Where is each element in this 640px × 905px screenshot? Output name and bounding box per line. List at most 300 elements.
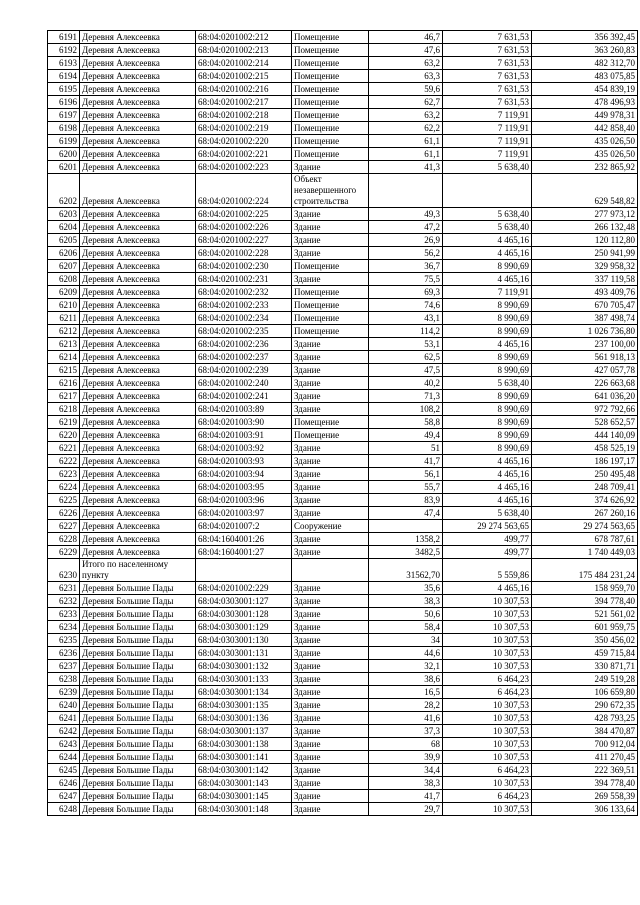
row-number-cell: 6223 [48, 468, 80, 481]
specific-value-cell: 6 464,23 [443, 764, 532, 777]
specific-value-cell: 8 990,69 [443, 442, 532, 455]
place-cell: Итого по населенному пункту [80, 559, 196, 582]
area-cell: 63,2 [369, 109, 443, 122]
table-row [48, 455, 638, 468]
object-type-cell: Здание [292, 442, 369, 455]
specific-value-cell: 499,77 [443, 533, 532, 546]
specific-value-cell: 8 990,69 [443, 429, 532, 442]
specific-value-cell: 8 990,69 [443, 390, 532, 403]
cadastral-number-cell: 68:04:0201002:230 [196, 260, 292, 273]
object-type-cell: Здание [292, 455, 369, 468]
area-cell: 37,3 [369, 725, 443, 738]
table-row [48, 790, 638, 803]
area-cell: 46,7 [369, 31, 443, 44]
specific-value-cell: 5 638,40 [443, 208, 532, 221]
specific-value-cell: 8 990,69 [443, 312, 532, 325]
specific-value-cell: 499,77 [443, 546, 532, 559]
table-row [48, 595, 638, 608]
table-row [48, 520, 638, 533]
object-type-cell: Помещение [292, 312, 369, 325]
cadastral-number-cell: 68:04:0201002:234 [196, 312, 292, 325]
row-number-cell: 6235 [48, 634, 80, 647]
table-row [48, 351, 638, 364]
place-cell: Деревня Алексеевка [80, 135, 196, 148]
place-cell: Деревня Большие Пады [80, 777, 196, 790]
place-cell: Деревня Большие Пады [80, 712, 196, 725]
place-cell: Деревня Алексеевка [80, 481, 196, 494]
specific-value-cell: 8 990,69 [443, 351, 532, 364]
specific-value-cell: 7 631,53 [443, 31, 532, 44]
cadastral-number-cell: 68:04:0201003:92 [196, 442, 292, 455]
place-cell: Деревня Большие Пады [80, 725, 196, 738]
cadastral-number-cell: 68:04:0201002:233 [196, 299, 292, 312]
object-type-cell: Здание [292, 494, 369, 507]
cadastral-number-cell: 68:04:0201003:97 [196, 507, 292, 520]
object-type-cell: Помещение [292, 260, 369, 273]
table-row [48, 96, 638, 109]
table-row [48, 481, 638, 494]
row-number-cell: 6220 [48, 429, 80, 442]
cadastral-value-cell: 277 973,12 [532, 208, 638, 221]
object-type-cell: Помещение [292, 122, 369, 135]
object-type-cell: Помещение [292, 96, 369, 109]
table-row [48, 234, 638, 247]
object-type-cell: Помещение [292, 135, 369, 148]
cadastral-number-cell: 68:04:0201002:235 [196, 325, 292, 338]
place-cell: Деревня Алексеевка [80, 247, 196, 260]
place-cell: Деревня Алексеевка [80, 325, 196, 338]
row-number-cell: 6213 [48, 338, 80, 351]
cadastral-value-cell: 356 392,45 [532, 31, 638, 44]
specific-value-cell: 6 464,23 [443, 673, 532, 686]
place-cell: Деревня Большие Пады [80, 621, 196, 634]
row-number-cell: 6192 [48, 44, 80, 57]
cadastral-number-cell: 68:04:0303001:145 [196, 790, 292, 803]
area-cell: 62,2 [369, 122, 443, 135]
table-row [48, 174, 638, 208]
specific-value-cell: 6 464,23 [443, 790, 532, 803]
cadastral-value-cell: 387 498,74 [532, 312, 638, 325]
table-row [48, 148, 638, 161]
table-body [48, 31, 638, 816]
row-number-cell: 6243 [48, 738, 80, 751]
cadastral-number-cell: 68:04:0201002:241 [196, 390, 292, 403]
cadastral-number-cell: 68:04:0201002:239 [196, 364, 292, 377]
cadastral-value-cell: 444 140,09 [532, 429, 638, 442]
row-number-cell: 6218 [48, 403, 80, 416]
cadastral-value-cell: 449 978,31 [532, 109, 638, 122]
place-cell: Деревня Алексеевка [80, 234, 196, 247]
table-row [48, 559, 638, 582]
cadastral-value-cell: 972 792,66 [532, 403, 638, 416]
cadastral-value-cell: 350 456,02 [532, 634, 638, 647]
row-number-cell: 6229 [48, 546, 80, 559]
object-type-cell: Помещение [292, 148, 369, 161]
row-number-cell: 6206 [48, 247, 80, 260]
area-cell: 32,1 [369, 660, 443, 673]
place-cell: Деревня Алексеевка [80, 507, 196, 520]
place-cell: Деревня Алексеевка [80, 273, 196, 286]
cadastral-number-cell: 68:04:0303001:136 [196, 712, 292, 725]
area-cell: 35,6 [369, 582, 443, 595]
cadastral-number-cell: 68:04:0201007:2 [196, 520, 292, 533]
cadastral-value-cell: 394 778,40 [532, 595, 638, 608]
cadastral-value-cell: 363 260,83 [532, 44, 638, 57]
area-cell [369, 174, 443, 208]
object-type-cell: Здание [292, 725, 369, 738]
cadastral-value-cell: 250 941,99 [532, 247, 638, 260]
row-number-cell: 6248 [48, 803, 80, 816]
place-cell: Деревня Большие Пады [80, 699, 196, 712]
area-cell: 16,5 [369, 686, 443, 699]
object-type-cell: Здание [292, 546, 369, 559]
specific-value-cell: 4 465,16 [443, 494, 532, 507]
place-cell: Деревня Алексеевка [80, 351, 196, 364]
specific-value-cell: 4 465,16 [443, 481, 532, 494]
row-number-cell: 6219 [48, 416, 80, 429]
place-cell: Деревня Большие Пады [80, 608, 196, 621]
specific-value-cell: 10 307,53 [443, 725, 532, 738]
object-type-cell: Помещение [292, 57, 369, 70]
table-row [48, 161, 638, 174]
cadastral-number-cell: 68:04:0303001:148 [196, 803, 292, 816]
cadastral-value-cell: 267 260,16 [532, 507, 638, 520]
object-type-cell: Помещение [292, 325, 369, 338]
area-cell: 3482,5 [369, 546, 443, 559]
specific-value-cell: 7 631,53 [443, 96, 532, 109]
specific-value-cell: 7 631,53 [443, 57, 532, 70]
cadastral-number-cell: 68:04:0201002:212 [196, 31, 292, 44]
area-cell: 41,7 [369, 455, 443, 468]
specific-value-cell: 4 465,16 [443, 338, 532, 351]
place-cell: Деревня Алексеевка [80, 546, 196, 559]
place-cell: Деревня Большие Пады [80, 660, 196, 673]
place-cell: Деревня Алексеевка [80, 338, 196, 351]
object-type-cell: Здание [292, 803, 369, 816]
specific-value-cell: 5 638,40 [443, 161, 532, 174]
area-cell: 44,6 [369, 647, 443, 660]
table-row [48, 673, 638, 686]
specific-value-cell: 10 307,53 [443, 738, 532, 751]
row-number-cell: 6246 [48, 777, 80, 790]
place-cell: Деревня Большие Пады [80, 595, 196, 608]
area-cell: 68 [369, 738, 443, 751]
object-type-cell: Здание [292, 595, 369, 608]
specific-value-cell: 7 119,91 [443, 122, 532, 135]
cadastral-value-cell: 435 026,50 [532, 135, 638, 148]
cadastral-value-cell: 248 709,41 [532, 481, 638, 494]
object-type-cell [292, 559, 369, 582]
specific-value-cell: 8 990,69 [443, 325, 532, 338]
cadastral-value-cell: 700 912,04 [532, 738, 638, 751]
row-number-cell: 6239 [48, 686, 80, 699]
area-cell: 34 [369, 634, 443, 647]
specific-value-cell: 4 465,16 [443, 582, 532, 595]
area-cell: 69,3 [369, 286, 443, 299]
cadastral-number-cell: 68:04:0201002:237 [196, 351, 292, 364]
cadastral-number-cell: 68:04:0201002:236 [196, 338, 292, 351]
table-row [48, 416, 638, 429]
object-type-cell: Здание [292, 161, 369, 174]
cadastral-value-cell: 232 865,92 [532, 161, 638, 174]
place-cell: Деревня Большие Пады [80, 647, 196, 660]
place-cell: Деревня Большие Пады [80, 673, 196, 686]
cadastral-number-cell: 68:04:1604001:26 [196, 533, 292, 546]
area-cell: 38,3 [369, 595, 443, 608]
area-cell: 47,2 [369, 221, 443, 234]
specific-value-cell: 4 465,16 [443, 247, 532, 260]
object-type-cell: Здание [292, 660, 369, 673]
cadastral-number-cell: 68:04:0201002:240 [196, 377, 292, 390]
area-cell: 61,1 [369, 135, 443, 148]
object-type-cell: Здание [292, 712, 369, 725]
cadastral-number-cell: 68:04:1604001:27 [196, 546, 292, 559]
cadastral-number-cell: 68:04:0303001:132 [196, 660, 292, 673]
area-cell: 31562,70 [369, 559, 443, 582]
cadastral-number-cell: 68:04:0201002:224 [196, 174, 292, 208]
area-cell: 38,6 [369, 673, 443, 686]
specific-value-cell: 8 990,69 [443, 299, 532, 312]
cadastral-value-cell: 384 470,87 [532, 725, 638, 738]
cadastral-value-cell: 120 112,80 [532, 234, 638, 247]
area-cell: 56,1 [369, 468, 443, 481]
object-type-cell: Здание [292, 481, 369, 494]
cadastral-number-cell: 68:04:0303001:133 [196, 673, 292, 686]
row-number-cell: 6199 [48, 135, 80, 148]
cadastral-number-cell: 68:04:0303001:141 [196, 751, 292, 764]
row-number-cell: 6240 [48, 699, 80, 712]
row-number-cell: 6231 [48, 582, 80, 595]
object-type-cell: Здание [292, 234, 369, 247]
object-type-cell: Здание [292, 338, 369, 351]
cadastral-value-cell: 374 626,92 [532, 494, 638, 507]
table-row [48, 57, 638, 70]
area-cell: 29,7 [369, 803, 443, 816]
area-cell: 51 [369, 442, 443, 455]
cadastral-value-cell: 601 959,75 [532, 621, 638, 634]
object-type-cell: Здание [292, 686, 369, 699]
row-number-cell: 6237 [48, 660, 80, 673]
area-cell: 41,3 [369, 161, 443, 174]
place-cell: Деревня Алексеевка [80, 70, 196, 83]
row-number-cell: 6228 [48, 533, 80, 546]
table-row [48, 660, 638, 673]
cadastral-number-cell: 68:04:0201002:225 [196, 208, 292, 221]
object-type-cell: Здание [292, 247, 369, 260]
cadastral-number-cell: 68:04:0303001:142 [196, 764, 292, 777]
row-number-cell: 6236 [48, 647, 80, 660]
cadastral-number-cell: 68:04:0303001:135 [196, 699, 292, 712]
area-cell: 49,4 [369, 429, 443, 442]
table-row [48, 403, 638, 416]
table-row [48, 621, 638, 634]
object-type-cell: Здание [292, 673, 369, 686]
specific-value-cell: 10 307,53 [443, 777, 532, 790]
area-cell: 1358,2 [369, 533, 443, 546]
cadastral-value-cell: 329 958,32 [532, 260, 638, 273]
cadastral-number-cell: 68:04:0303001:134 [196, 686, 292, 699]
table-row [48, 777, 638, 790]
row-number-cell: 6209 [48, 286, 80, 299]
table-row [48, 608, 638, 621]
specific-value-cell: 4 465,16 [443, 273, 532, 286]
specific-value-cell: 8 990,69 [443, 416, 532, 429]
specific-value-cell: 10 307,53 [443, 803, 532, 816]
object-type-cell: Помещение [292, 429, 369, 442]
cadastral-number-cell: 68:04:0201002:232 [196, 286, 292, 299]
area-cell: 39,9 [369, 751, 443, 764]
place-cell: Деревня Алексеевка [80, 364, 196, 377]
place-cell: Деревня Алексеевка [80, 161, 196, 174]
cadastral-number-cell: 68:04:0201003:91 [196, 429, 292, 442]
table-row [48, 738, 638, 751]
object-type-cell: Здание [292, 364, 369, 377]
table-row [48, 338, 638, 351]
area-cell: 62,5 [369, 351, 443, 364]
object-type-cell: Здание [292, 777, 369, 790]
row-number-cell: 6203 [48, 208, 80, 221]
table-row [48, 208, 638, 221]
specific-value-cell: 10 307,53 [443, 660, 532, 673]
area-cell: 53,1 [369, 338, 443, 351]
area-cell: 34,4 [369, 764, 443, 777]
row-number-cell: 6193 [48, 57, 80, 70]
cadastral-value-cell: 459 715,84 [532, 647, 638, 660]
row-number-cell: 6234 [48, 621, 80, 634]
cadastral-value-cell: 678 787,61 [532, 533, 638, 546]
cadastral-number-cell: 68:04:0303001:137 [196, 725, 292, 738]
object-type-cell: Помещение [292, 70, 369, 83]
place-cell: Деревня Алексеевка [80, 122, 196, 135]
area-cell: 50,6 [369, 608, 443, 621]
table-row [48, 247, 638, 260]
specific-value-cell: 7 119,91 [443, 148, 532, 161]
table-row [48, 686, 638, 699]
cadastral-number-cell [196, 559, 292, 582]
cadastral-number-cell: 68:04:0201002:218 [196, 109, 292, 122]
object-type-cell: Объект незавершенного строительства [292, 174, 369, 208]
table-row [48, 507, 638, 520]
place-cell: Деревня Большие Пады [80, 634, 196, 647]
table-row [48, 70, 638, 83]
table-row [48, 221, 638, 234]
place-cell: Деревня Алексеевка [80, 96, 196, 109]
place-cell: Деревня Алексеевка [80, 442, 196, 455]
object-type-cell: Здание [292, 790, 369, 803]
row-number-cell: 6202 [48, 174, 80, 208]
specific-value-cell: 10 307,53 [443, 699, 532, 712]
cadastral-number-cell: 68:04:0201003:95 [196, 481, 292, 494]
specific-value-cell: 8 990,69 [443, 403, 532, 416]
cadastral-value-cell: 483 075,85 [532, 70, 638, 83]
cadastral-number-cell: 68:04:0303001:127 [196, 595, 292, 608]
cadastral-value-cell: 269 558,39 [532, 790, 638, 803]
place-cell: Деревня Алексеевка [80, 533, 196, 546]
cadastral-number-cell: 68:04:0303001:143 [196, 777, 292, 790]
area-cell: 75,5 [369, 273, 443, 286]
row-number-cell: 6214 [48, 351, 80, 364]
cadastral-number-cell: 68:04:0201002:226 [196, 221, 292, 234]
area-cell: 61,1 [369, 148, 443, 161]
row-number-cell: 6195 [48, 83, 80, 96]
specific-value-cell: 7 631,53 [443, 70, 532, 83]
cadastral-value-cell: 1 740 449,03 [532, 546, 638, 559]
cadastral-value-cell: 454 839,19 [532, 83, 638, 96]
object-type-cell: Здание [292, 699, 369, 712]
cadastral-value-cell: 561 918,13 [532, 351, 638, 364]
place-cell: Деревня Алексеевка [80, 286, 196, 299]
table-row [48, 135, 638, 148]
cadastral-value-cell: 290 672,35 [532, 699, 638, 712]
area-cell: 36,7 [369, 260, 443, 273]
area-cell: 62,7 [369, 96, 443, 109]
row-number-cell: 6196 [48, 96, 80, 109]
specific-value-cell: 5 638,40 [443, 221, 532, 234]
place-cell: Деревня Большие Пады [80, 582, 196, 595]
cadastral-value-cell: 641 036,20 [532, 390, 638, 403]
cadastral-value-cell: 528 652,57 [532, 416, 638, 429]
row-number-cell: 6207 [48, 260, 80, 273]
table-row [48, 273, 638, 286]
object-type-cell: Помещение [292, 416, 369, 429]
row-number-cell: 6222 [48, 455, 80, 468]
table-row [48, 494, 638, 507]
place-cell: Деревня Алексеевка [80, 520, 196, 533]
object-type-cell: Здание [292, 634, 369, 647]
cadastral-number-cell: 68:04:0303001:129 [196, 621, 292, 634]
object-type-cell: Сооружение [292, 520, 369, 533]
area-cell: 41,7 [369, 790, 443, 803]
cadastral-number-cell: 68:04:0201002:215 [196, 70, 292, 83]
specific-value-cell: 6 464,23 [443, 686, 532, 699]
place-cell: Деревня Алексеевка [80, 260, 196, 273]
specific-value-cell: 7 119,91 [443, 135, 532, 148]
place-cell: Деревня Алексеевка [80, 416, 196, 429]
object-type-cell: Помещение [292, 299, 369, 312]
place-cell: Деревня Большие Пады [80, 751, 196, 764]
cadastral-value-cell: 29 274 563,65 [532, 520, 638, 533]
specific-value-cell: 10 307,53 [443, 608, 532, 621]
object-type-cell: Здание [292, 468, 369, 481]
table-row [48, 325, 638, 338]
area-cell: 55,7 [369, 481, 443, 494]
specific-value-cell: 4 465,16 [443, 234, 532, 247]
row-number-cell: 6230 [48, 559, 80, 582]
object-type-cell: Здание [292, 351, 369, 364]
place-cell: Деревня Алексеевка [80, 208, 196, 221]
place-cell: Деревня Алексеевка [80, 455, 196, 468]
table-row [48, 751, 638, 764]
area-cell: 28,2 [369, 699, 443, 712]
place-cell: Деревня Алексеевка [80, 148, 196, 161]
object-type-cell: Здание [292, 533, 369, 546]
area-cell: 58,8 [369, 416, 443, 429]
row-number-cell: 6215 [48, 364, 80, 377]
place-cell: Деревня Алексеевка [80, 109, 196, 122]
place-cell: Деревня Алексеевка [80, 312, 196, 325]
cadastral-value-cell: 629 548,82 [532, 174, 638, 208]
specific-value-cell: 4 465,16 [443, 455, 532, 468]
table-row [48, 299, 638, 312]
place-cell: Деревня Алексеевка [80, 83, 196, 96]
row-number-cell: 6200 [48, 148, 80, 161]
cadastral-value-cell: 670 705,47 [532, 299, 638, 312]
cadastral-number-cell: 68:04:0303001:130 [196, 634, 292, 647]
cadastral-number-cell: 68:04:0201003:89 [196, 403, 292, 416]
specific-value-cell: 10 307,53 [443, 634, 532, 647]
cadastral-value-cell: 521 561,02 [532, 608, 638, 621]
cadastral-value-cell: 222 369,51 [532, 764, 638, 777]
